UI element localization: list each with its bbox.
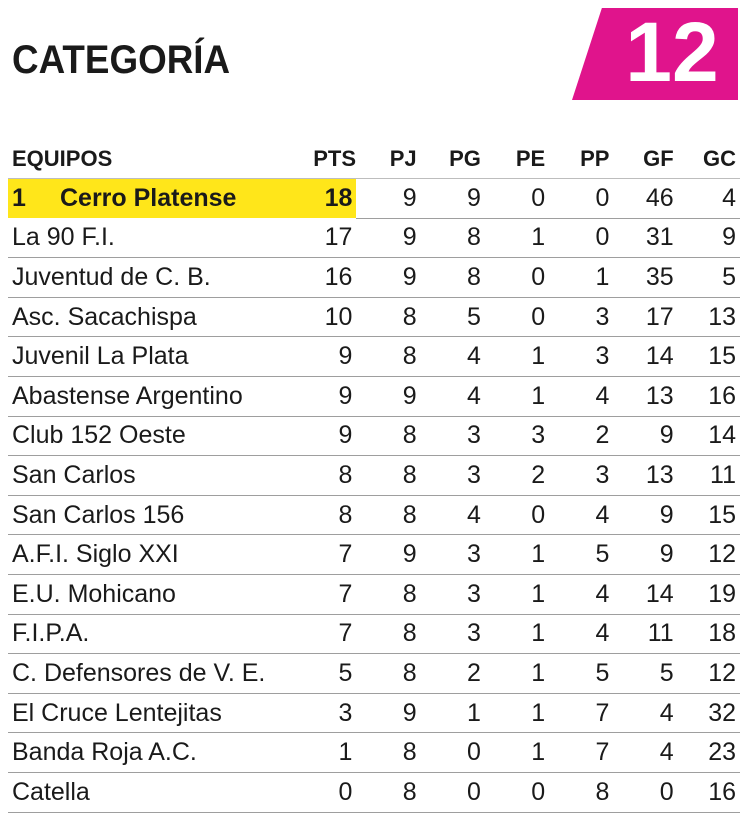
cell-pg: 3 — [421, 614, 485, 654]
cell-gc: 12 — [678, 654, 740, 694]
leader-rank: 1 — [12, 184, 26, 213]
cell-team: Abastense Argentino — [8, 376, 309, 416]
cell-team: Club 152 Oeste — [8, 416, 309, 456]
cell-team: A.F.I. Siglo XXI — [8, 535, 309, 575]
cell-gf: 35 — [613, 258, 677, 298]
table-row — [8, 654, 740, 694]
cell-gc: 16 — [678, 772, 740, 812]
cell-pp: 2 — [549, 416, 613, 456]
cell-pj: 8 — [356, 456, 420, 496]
table-row — [8, 258, 740, 298]
col-header-pj: PJ — [356, 140, 420, 179]
col-header-gf: GF — [613, 140, 677, 179]
cell-pj: 9 — [356, 218, 420, 258]
cell-pg: 4 — [421, 495, 485, 535]
cell-pg: 4 — [421, 376, 485, 416]
cell-pe: 1 — [485, 376, 549, 416]
cell-pj: 8 — [356, 772, 420, 812]
cell-team: E.U. Mohicano — [8, 574, 309, 614]
cell-pts: 5 — [309, 654, 356, 694]
cell-team: El Cruce Lentejitas — [8, 693, 309, 733]
table-row — [8, 456, 740, 496]
cell-pp: 8 — [549, 772, 613, 812]
cell-pp: 4 — [549, 495, 613, 535]
cell-gf: 4 — [613, 693, 677, 733]
cell-pg: 0 — [421, 772, 485, 812]
cell-pp: 1 — [549, 258, 613, 298]
cell-pj: 8 — [356, 574, 420, 614]
cell-pe: 1 — [485, 654, 549, 694]
col-header-gc: GC — [678, 140, 740, 179]
leader-row — [8, 179, 740, 219]
cell-team: Juvenil La Plata — [8, 337, 309, 377]
cell-pts: 8 — [309, 495, 356, 535]
cell-pg: 2 — [421, 654, 485, 694]
cell-pts: 17 — [309, 218, 356, 258]
table-row — [8, 772, 740, 812]
table-row — [8, 337, 740, 377]
cell-pj: 8 — [356, 337, 420, 377]
table-row — [8, 693, 740, 733]
badge-number: 12 — [625, 5, 719, 99]
cell-pe: 3 — [485, 416, 549, 456]
table-row — [8, 535, 740, 575]
table-row — [8, 376, 740, 416]
col-header-pg: PG — [421, 140, 485, 179]
col-header-pe: PE — [485, 140, 549, 179]
cell-pts: 10 — [309, 297, 356, 337]
cell-pe: 1 — [485, 218, 549, 258]
cell-pp: 7 — [549, 733, 613, 773]
cell-pts: 7 — [309, 574, 356, 614]
cell-pj: 9 — [356, 258, 420, 298]
cell-pts: 9 — [309, 337, 356, 377]
cell-team: San Carlos 156 — [8, 495, 309, 535]
table-header-row — [8, 140, 740, 179]
cell-pg: 0 — [421, 733, 485, 773]
leader-team-cell — [8, 179, 309, 219]
cell-gf: 9 — [613, 535, 677, 575]
cell-gc: 11 — [678, 456, 740, 496]
cell-pp: 5 — [549, 535, 613, 575]
cell-pp: 3 — [549, 297, 613, 337]
cell-gc: 23 — [678, 733, 740, 773]
cell-pp: 7 — [549, 693, 613, 733]
cell-pe: 1 — [485, 574, 549, 614]
table-row — [8, 495, 740, 535]
cell-gc: 14 — [678, 416, 740, 456]
cell-gf: 9 — [613, 495, 677, 535]
cell-pe: 1 — [485, 337, 549, 377]
table-row — [8, 733, 740, 773]
cell-pp: 3 — [549, 456, 613, 496]
cell-gf: 5 — [613, 654, 677, 694]
leader-gc: 4 — [678, 179, 740, 219]
cell-pe: 0 — [485, 495, 549, 535]
cell-pts: 9 — [309, 376, 356, 416]
cell-pp: 4 — [549, 574, 613, 614]
cell-pp: 0 — [549, 218, 613, 258]
page-title: CATEGORÍA — [12, 38, 231, 82]
cell-gf: 4 — [613, 733, 677, 773]
cell-pj: 9 — [356, 693, 420, 733]
cell-gf: 9 — [613, 416, 677, 456]
cell-gc: 16 — [678, 376, 740, 416]
cell-gf: 31 — [613, 218, 677, 258]
cell-pj: 8 — [356, 614, 420, 654]
cell-pts: 7 — [309, 614, 356, 654]
cell-gc: 32 — [678, 693, 740, 733]
cell-pj: 8 — [356, 416, 420, 456]
cell-team: Catella — [8, 772, 309, 812]
cell-pe: 0 — [485, 258, 549, 298]
cell-team: F.I.P.A. — [8, 614, 309, 654]
leader-pp: 0 — [549, 179, 613, 219]
cell-gc: 13 — [678, 297, 740, 337]
table-row — [8, 297, 740, 337]
cell-pp: 5 — [549, 654, 613, 694]
cell-pe: 1 — [485, 693, 549, 733]
cell-team: San Carlos — [8, 456, 309, 496]
cell-pg: 4 — [421, 337, 485, 377]
cell-pj: 8 — [356, 495, 420, 535]
cell-team: Asc. Sacachispa — [8, 297, 309, 337]
cell-gf: 14 — [613, 574, 677, 614]
cell-pg: 3 — [421, 574, 485, 614]
cell-pg: 1 — [421, 693, 485, 733]
leader-pts: 18 — [309, 179, 356, 219]
col-header-pp: PP — [549, 140, 613, 179]
table-row — [8, 614, 740, 654]
cell-pj: 8 — [356, 297, 420, 337]
cell-gf: 13 — [613, 456, 677, 496]
cell-gf: 17 — [613, 297, 677, 337]
cell-pts: 8 — [309, 456, 356, 496]
cell-gf: 14 — [613, 337, 677, 377]
table-row — [8, 574, 740, 614]
cell-pe: 0 — [485, 297, 549, 337]
leader-pj: 9 — [356, 179, 420, 219]
cell-gc: 18 — [678, 614, 740, 654]
cell-gc: 15 — [678, 495, 740, 535]
leader-pe: 0 — [485, 179, 549, 219]
standings-table — [8, 140, 740, 813]
cell-pts: 3 — [309, 693, 356, 733]
cell-pts: 7 — [309, 535, 356, 575]
col-header-pts: PTS — [309, 140, 356, 179]
table-row — [8, 218, 740, 258]
cell-gc: 5 — [678, 258, 740, 298]
leader-team-name: Cerro Platense — [60, 184, 237, 213]
cell-pj: 9 — [356, 535, 420, 575]
col-header-equipos: EQUIPOS — [8, 140, 309, 179]
cell-pj: 8 — [356, 733, 420, 773]
cell-pe: 1 — [485, 614, 549, 654]
cell-pg: 8 — [421, 218, 485, 258]
cell-gc: 19 — [678, 574, 740, 614]
cell-gf: 13 — [613, 376, 677, 416]
cell-pg: 5 — [421, 297, 485, 337]
cell-pg: 3 — [421, 416, 485, 456]
cell-pp: 4 — [549, 376, 613, 416]
cell-pp: 4 — [549, 614, 613, 654]
category-badge — [572, 5, 738, 100]
table-row — [8, 416, 740, 456]
cell-gf: 11 — [613, 614, 677, 654]
cell-pts: 0 — [309, 772, 356, 812]
cell-team: Juventud de C. B. — [8, 258, 309, 298]
cell-pp: 3 — [549, 337, 613, 377]
leader-gf: 46 — [613, 179, 677, 219]
leader-pg: 9 — [421, 179, 485, 219]
cell-gc: 12 — [678, 535, 740, 575]
cell-pts: 1 — [309, 733, 356, 773]
cell-team: Banda Roja A.C. — [8, 733, 309, 773]
cell-pg: 3 — [421, 456, 485, 496]
cell-pe: 1 — [485, 535, 549, 575]
cell-pe: 2 — [485, 456, 549, 496]
cell-gf: 0 — [613, 772, 677, 812]
cell-pg: 8 — [421, 258, 485, 298]
cell-pj: 8 — [356, 654, 420, 694]
cell-gc: 9 — [678, 218, 740, 258]
cell-gc: 15 — [678, 337, 740, 377]
cell-pts: 9 — [309, 416, 356, 456]
cell-pe: 0 — [485, 772, 549, 812]
cell-pg: 3 — [421, 535, 485, 575]
cell-team: C. Defensores de V. E. — [8, 654, 309, 694]
cell-pe: 1 — [485, 733, 549, 773]
cell-team: La 90 F.I. — [8, 218, 309, 258]
cell-pts: 16 — [309, 258, 356, 298]
cell-pj: 9 — [356, 376, 420, 416]
